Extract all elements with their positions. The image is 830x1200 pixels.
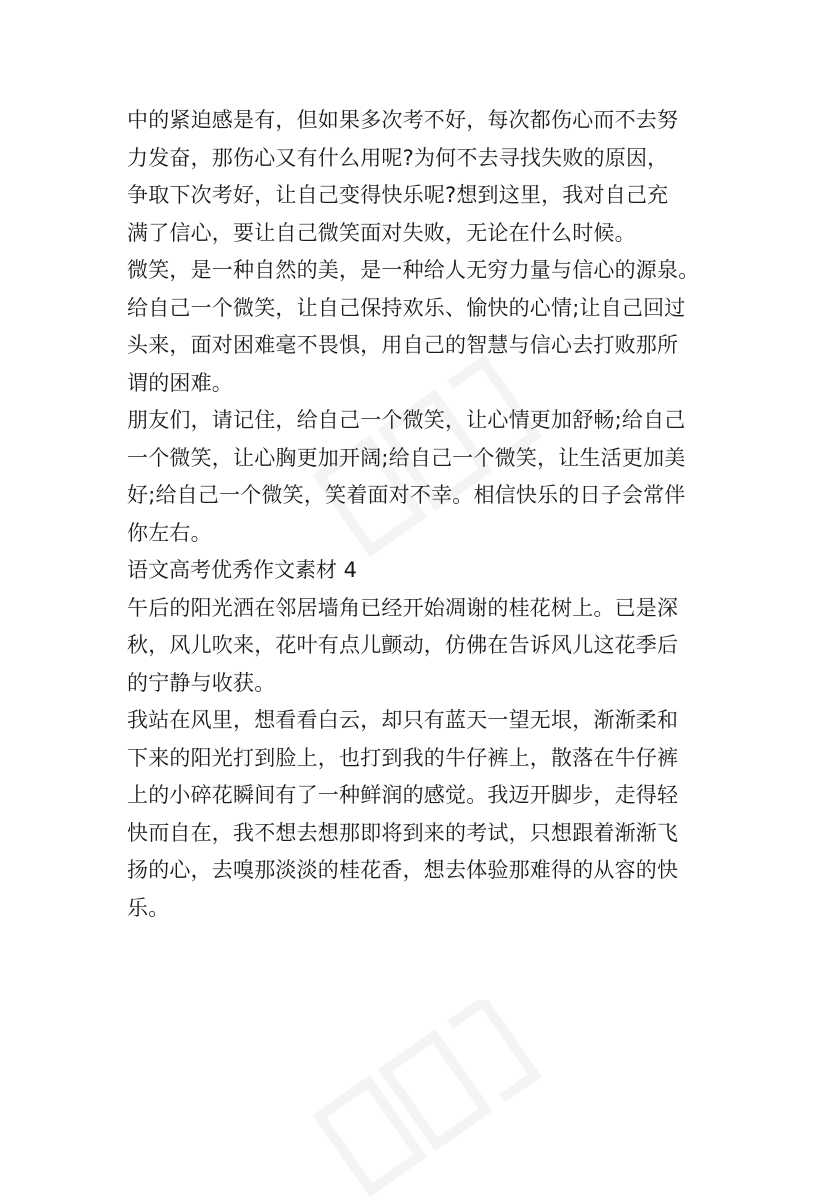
text-line: 你左右。 xyxy=(127,520,212,545)
text-line: 我站在风里，想看看白云，却只有蓝天一望无垠，渐渐柔和 xyxy=(127,708,679,732)
text-line: 秋，风儿吹来，花叶有点儿颤动，仿佛在告诉风儿这花季后 xyxy=(127,633,679,657)
text-line: 满了信心，要让自己微笑面对失败，无论在什么时候。 xyxy=(127,220,636,245)
text-line: 乐。 xyxy=(127,895,170,920)
text-line: 扬的心，去嗅那淡淡的桂花香，想去体验那难得的从容的快 xyxy=(127,858,679,882)
text-line: 下来的阳光打到脸上，也打到我的牛仔裤上，散落在牛仔裤 xyxy=(127,745,679,770)
text-line: 头来，面对困难毫不畏惧，用自己的智慧与信心去打败那所 xyxy=(127,333,679,357)
watermark-logo-bottom xyxy=(300,1000,560,1200)
document-body xyxy=(127,102,712,927)
text-line: 微笑，是一种自然的美，是一种给人无穷力量与信心的源泉。 xyxy=(127,258,700,282)
paragraph xyxy=(127,702,712,927)
text-line: 谓的困难。 xyxy=(127,370,233,395)
text-line: 给自己一个微笑，让自己保持欢乐、愉快的心情;让自己回过 xyxy=(127,295,686,320)
paragraph xyxy=(127,402,712,552)
text-line: 中的紧迫感是有，但如果多次考不好，每次都伤心而不去努 xyxy=(127,108,679,132)
text-line: 争取下次考好，让自己变得快乐呢?想到这里，我对自己充 xyxy=(127,183,669,207)
text-line: 的宁静与收获。 xyxy=(127,670,276,695)
text-line: 朋友们，请记住，给自己一个微笑，让心情更加舒畅;给自己 xyxy=(127,408,686,432)
text-line: 力发奋，那伤心又有什么用呢?为何不去寻找失败的原因， xyxy=(127,145,669,170)
paragraph xyxy=(127,590,712,703)
paragraph xyxy=(127,252,712,402)
text-line: 一个微笑，让心胸更加开阔;给自己一个微笑，让生活更加美 xyxy=(127,445,686,470)
text-line: 上的小碎花瞬间有了一种鲜润的感觉。我迈开脚步，走得轻 xyxy=(127,783,679,807)
text-line: 快而自在，我不想去想那即将到来的考试，只想跟着渐渐飞 xyxy=(127,820,679,845)
section-heading: 语文高考优秀作文素材 4 xyxy=(127,558,358,582)
text-line: 好;给自己一个微笑，笑着面对不幸。相信快乐的日子会常伴 xyxy=(127,483,686,507)
paragraph xyxy=(127,102,712,252)
text-line: 午后的阳光洒在邻居墙角已经开始凋谢的桂花树上。已是深 xyxy=(127,595,679,620)
